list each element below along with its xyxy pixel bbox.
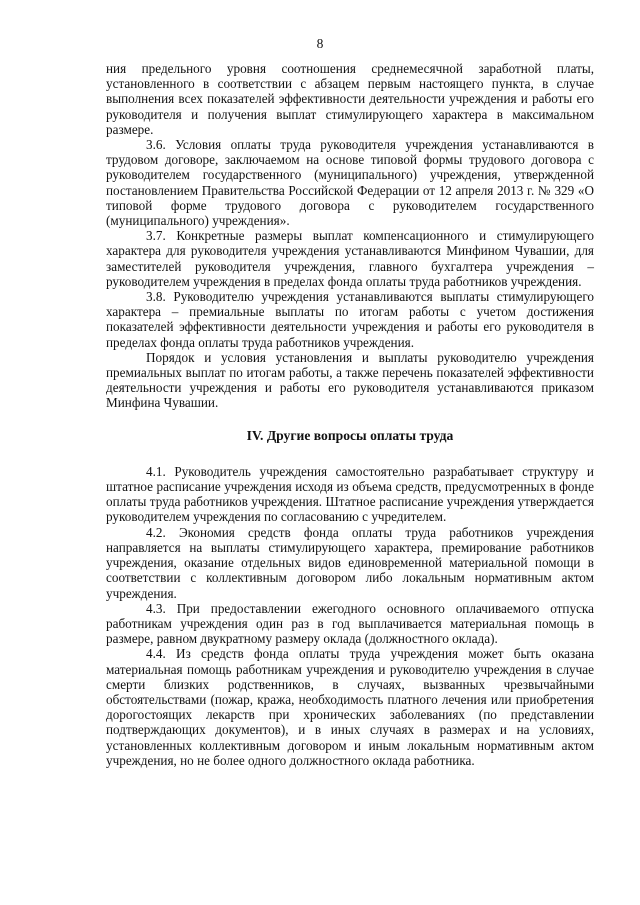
paragraph-3-6: 3.6. Условия оплаты труда руководителя учреждения устанавливаются в трудовом договоре, заключаемом на основе типовой формы трудового договора с руководителем государственного (муниципального) учреждения, утвержденной постановлением Правительства Российской Федерации от 12 апреля 2013 г. № 329 «О типовой форме трудового договора с руководителем государственного (муниципального) учреждения». <box>106 137 594 229</box>
paragraph-4-1: 4.1. Руководитель учреждения самостоятельно разрабатывает структуру и штатное расписание учреждения исходя из объема средств, предусмотренных в фонде оплаты труда работников учреждения. Штатное расписание учреждения утверждается руководителем учреждения по согласованию с учредителем. <box>106 463 594 525</box>
section-heading-iv: IV. Другие вопросы оплаты труда <box>246 427 454 443</box>
paragraph-4-2: 4.2. Экономия средств фонда оплаты труда работников учреждения направляется на выплаты стимулирующего характера, премирование работников учреждения, оказание отдельных видов единовременной материальной помощи в соответствии с коллективным договором либо локальным нормативным актом учреждения. <box>106 524 594 601</box>
page-number: 8 <box>316 36 324 51</box>
paragraph-3-8-procedure: Порядок и условия установления и выплаты руководителю учреждения премиальных выплат по итогам работы, а также перечень показателей эффективности деятельности учреждения и работы его руководителя устанавливаются приказом Минфина Чувашии. <box>106 349 594 411</box>
document-body <box>106 61 594 768</box>
paragraph-3-7: 3.7. Конкретные размеры выплат компенсационного и стимулирующего характера для руководителя учреждения устанавливаются Минфином Чувашии, для заместителей руководителя учреждения, главного бухгалтера учреждения – руководителем учреждения в пределах фонда оплаты труда работников учреждения. <box>106 228 594 289</box>
paragraph-4-4: 4.4. Из средств фонда оплаты труда учреждения может быть оказана материальная помощь работникам учреждения и руководителю учреждения в случае смерти близких родственников, в случаях, вызванных чрезвычайными обстоятельствами (пожар, кража, необходимость платного лечения или приобретения дорогостоящих лекарств при хронических заболеваниях (по представлении подтверждающих документов), и в иных случаях в размерах и на условиях, установленных коллективным договором и иным локальным нормативным актом учреждения, но не более одного должностного оклада работника. <box>106 646 594 768</box>
paragraph-3-5-continuation: ния предельного уровня соотношения среднемесячной заработной платы, установленного в соответствии с абзацем первым настоящего пункта, в случае выполнения всех показателей эффективности деятельности учреждения и работы его руководителя и получения выплат стимулирующего характера в максимальном размере. <box>106 61 594 137</box>
paragraph-4-3: 4.3. При предоставлении ежегодного основного оплачиваемого отпуска работникам учреждения один раз в год выплачивается материальная помощь в размере, равном двукратному размеру оклада (должностного оклада). <box>106 600 594 647</box>
paragraph-3-8: 3.8. Руководителю учреждения устанавливаются выплаты стимулирующего характера – премиальные выплаты по итогам работы с учетом достижения показателей эффективности деятельности учреждения и работы его руководителя в пределах фонда оплаты труда работников учреждения. <box>106 289 594 350</box>
